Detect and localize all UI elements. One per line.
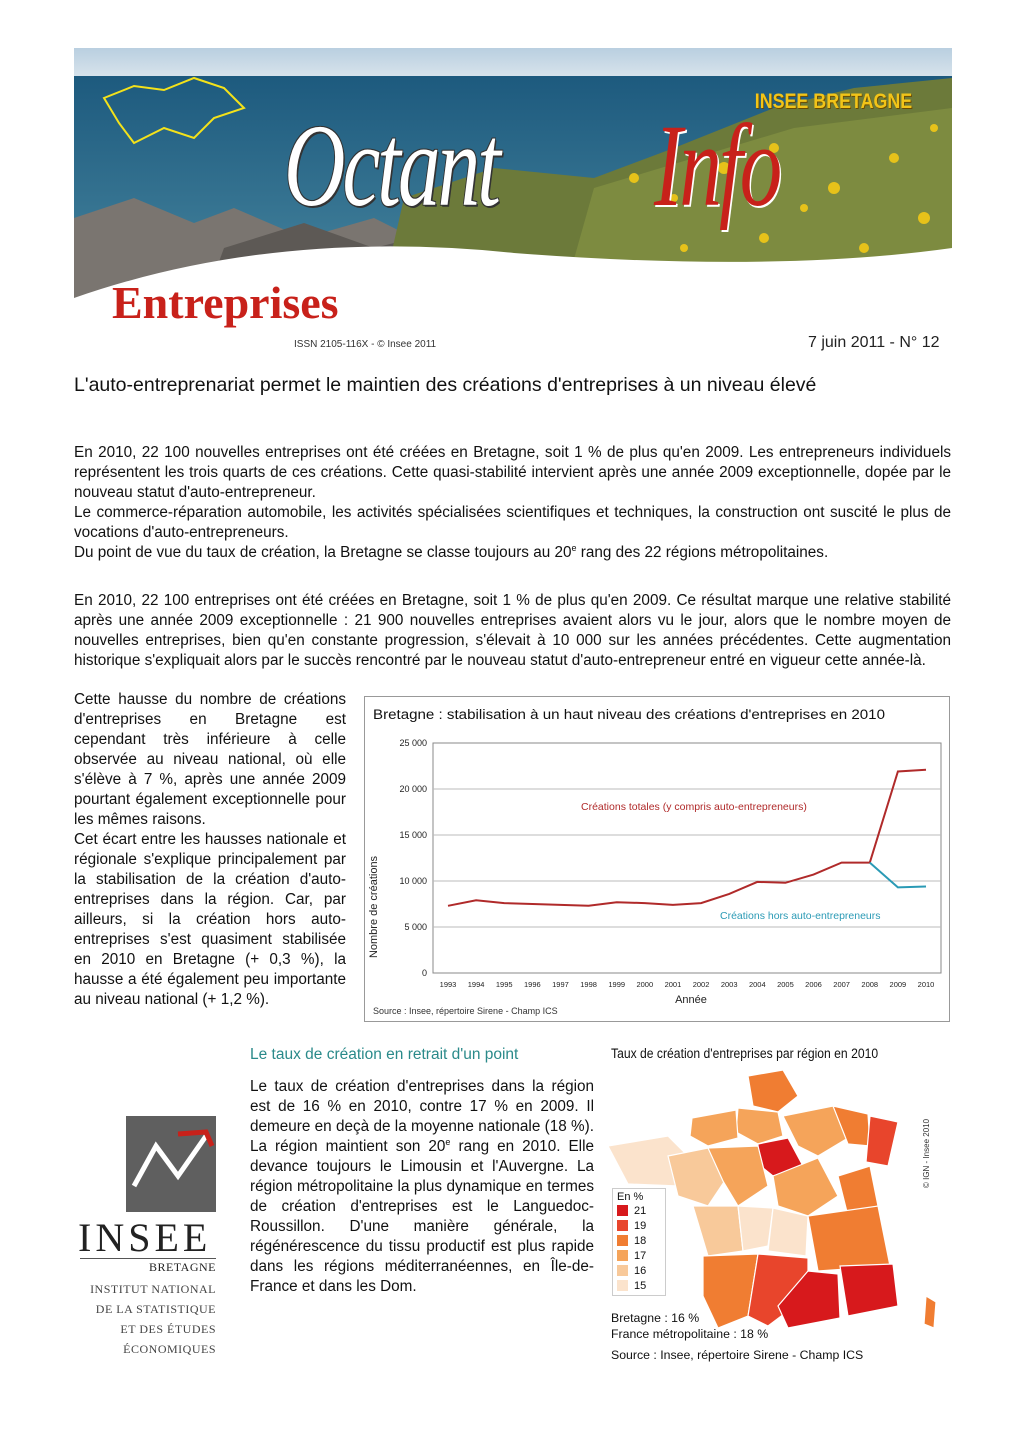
issue-date: 7 juin 2011 - N° 12: [808, 334, 940, 351]
chart-source: Source : Insee, répertoire Sirene - Champ ICS: [373, 1006, 558, 1016]
x-tick-label: 2003: [720, 980, 738, 989]
x-tick-label: 2001: [664, 980, 682, 989]
legend-label: 21: [634, 1204, 647, 1217]
region-paca: [840, 1264, 898, 1316]
headline: L'auto-entreprenariat permet le maintien des créations d'entreprises à un niveau élevé: [74, 374, 817, 396]
region-corse: [924, 1296, 936, 1328]
series-label: Créations hors auto-entrepreneurs: [720, 910, 881, 922]
region-normandie: [690, 1110, 738, 1146]
section-text: rang en 2010. Elle devance toujours le Limousin et l'Auvergne. La région métropolitaine la plus dynamique en termes de création d'entreprises est le Languedoc-Roussillon. D'une manière générale, la régénérescence du tissu productif est plus rapide dans les régions méditerranéennes, en Île-de-France et dans les Dom.: [250, 1138, 594, 1295]
header-banner: [74, 48, 952, 330]
insee-logo-mark: [126, 1116, 216, 1212]
intro-text: rang des 22 régions métropolitaines.: [576, 544, 829, 561]
legend-item: [617, 1248, 661, 1263]
intro-paragraph: En 2010, 22 100 nouvelles entreprises ont été créées en Bretagne, soit 1 % de plus qu'en 2009. Les entrepreneurs individuels représentent les trois quarts de ces créations. Cette quasi-stabilité intervient après une année 2009 exceptionnelle, dopée par le nouveau statut d'auto-entrepreneur.: [74, 444, 951, 501]
superscript: e: [571, 542, 577, 553]
region-rhone-alpes: [808, 1206, 890, 1271]
brand-info: Info: [654, 100, 780, 231]
x-tick-label: 1997: [552, 980, 569, 989]
legend-swatch: [617, 1250, 628, 1261]
x-tick-label: 2006: [805, 980, 822, 989]
legend-item: [617, 1233, 661, 1248]
x-tick-label: 2007: [833, 980, 850, 989]
y-tick-label: 5 000: [404, 922, 427, 932]
intro-paragraph: [74, 543, 951, 563]
legend-swatch: [617, 1265, 628, 1276]
x-axis-label: Année: [675, 994, 707, 1006]
line-chart: [365, 697, 949, 1021]
map-legend: [612, 1188, 666, 1296]
x-tick-label: 1994: [467, 980, 485, 989]
body-paragraph: Cet écart entre les hausses nationale et régionale s'explique principalement par la stabilisation de la création d'auto-entreprises dans la région. Car, par ailleurs, si la création hors auto-entreprises s'est quasiment stabilisée en 2010 en Bretagne (+ 0,3 %), la hausse a été également peu importante au niveau national (+ 1,2 %).: [74, 831, 346, 1008]
legend-swatch: [617, 1235, 628, 1246]
map-title: Taux de création d'entreprises par région en 2010: [611, 1046, 879, 1061]
logo-line: DE LA STATISTIQUE: [95, 1302, 216, 1316]
x-tick-label: 1995: [495, 980, 513, 989]
legend-item: [617, 1278, 661, 1293]
x-tick-label: 2009: [889, 980, 907, 989]
region-auvergne: [768, 1208, 808, 1256]
logo-region: BRETAGNE: [148, 1260, 216, 1274]
x-tick-label: 2005: [777, 980, 794, 989]
y-tick-label: 0: [421, 968, 427, 978]
series-title: Entreprises: [112, 277, 339, 328]
map-note-france: France métropolitaine : 18 %: [611, 1327, 769, 1341]
legend-label: 18: [634, 1234, 647, 1247]
series-label: Créations totales (y compris auto-entrepreneurs): [581, 801, 807, 813]
legend-label: 17: [634, 1249, 647, 1262]
legend-items: [617, 1203, 661, 1293]
y-tick-label: 20 000: [399, 784, 427, 794]
brand-octant: Octant: [284, 100, 498, 231]
x-tick-label: 1993: [439, 980, 457, 989]
body-paragraph: Cette hausse du nombre de créations d'entreprises en Bretagne est cependant très inférieure à celle observée au niveau national, où elle s'élève à 7 %, après une année 2009 pourtant également exceptionnelle pour les mêmes raisons.: [74, 691, 346, 828]
x-tick-label: 2002: [692, 980, 710, 989]
map-copyright: © IGN - Insee 2010: [922, 1118, 931, 1188]
x-tick-label: 1996: [524, 980, 541, 989]
x-tick-label: 1998: [580, 980, 597, 989]
section-title: Le taux de création en retrait d'un point: [250, 1046, 519, 1063]
x-tick-label: 2010: [917, 980, 935, 989]
chart-title: Bretagne : stabilisation à un haut niveau des créations d'entreprises en 2010: [373, 707, 885, 722]
intro-paragraph: Le commerce-réparation automobile, les activités spécialisées scientifiques et techniques, la construction ont suscité le plus de vocations d'auto-entrepreneurs.: [74, 504, 951, 541]
map-note-bretagne: Bretagne : 16 %: [611, 1311, 700, 1325]
y-tick-label: 25 000: [399, 738, 427, 748]
region-nord: [748, 1070, 798, 1112]
y-tick-label: 15 000: [399, 830, 427, 840]
x-tick-label: 2008: [861, 980, 879, 989]
logo-line: ET DES ÉTUDES: [120, 1322, 216, 1336]
legend-label: 15: [634, 1279, 647, 1292]
legend-item: [617, 1203, 661, 1218]
legend-label: 16: [634, 1264, 647, 1277]
logo-line: ÉCONOMIQUES: [123, 1342, 216, 1356]
legend-swatch: [617, 1205, 628, 1216]
region-limousin: [738, 1206, 773, 1251]
region-picardie: [736, 1108, 783, 1144]
y-tick-label: 10 000: [399, 876, 427, 886]
region-alsace: [866, 1116, 898, 1166]
body-paragraph: En 2010, 22 100 entreprises ont été créées en Bretagne, soit 1 % de plus qu'en 2009. Ce résultat marque une relative stabilité après une année 2009 exceptionnelle : 21 900 nouvelles entreprises avaient alors vu le jour, alors que le nombre moyen de nouvelles entreprises, bien qu'en constante progression, s'élevait à 10 000 sur les années précédentes. Cette augmentation historique s'expliquait alors par le succès rencontré par le nouveau statut d'auto-entrepreneur entré en vigueur cette année-là.: [74, 592, 951, 669]
logo-divider: [80, 1258, 216, 1259]
legend-item: [617, 1263, 661, 1278]
section-text: Le taux de création d'entreprises dans la région est de 16 % en 2010, contre 17 % en 2009. Il demeure en deçà de la moyenne nationale (18 %). La région maintient son 20: [250, 1078, 594, 1155]
superscript: e: [445, 1136, 451, 1147]
intro-block: [74, 443, 951, 563]
legend-title: En %: [617, 1191, 644, 1203]
insee-logo-text: INSEE: [78, 1215, 212, 1260]
intro-text: Du point de vue du taux de création, la Bretagne se classe toujours au 20: [74, 544, 572, 561]
y-axis-label: Nombre de créations: [368, 855, 380, 959]
x-tick-label: 1999: [608, 980, 626, 989]
logo-line: INSTITUT NATIONAL: [90, 1282, 216, 1296]
x-tick-label: 2004: [748, 980, 766, 989]
chart-box: [364, 696, 950, 1022]
issn: ISSN 2105-116X - © Insee 2011: [294, 339, 437, 350]
legend-swatch: [617, 1220, 628, 1231]
body-column: [74, 690, 346, 1010]
legend-item: [617, 1218, 661, 1233]
region-poitou-charentes: [693, 1206, 743, 1256]
x-tick-label: 2000: [636, 980, 654, 989]
map-source: Source : Insee, répertoire Sirene - Champ ICS: [611, 1348, 864, 1362]
legend-swatch: [617, 1280, 628, 1291]
plot-area: [433, 743, 941, 973]
legend-label: 19: [634, 1219, 647, 1232]
region-label: INSEE BRETAGNE: [754, 90, 912, 113]
section-paragraph: [250, 1077, 594, 1297]
